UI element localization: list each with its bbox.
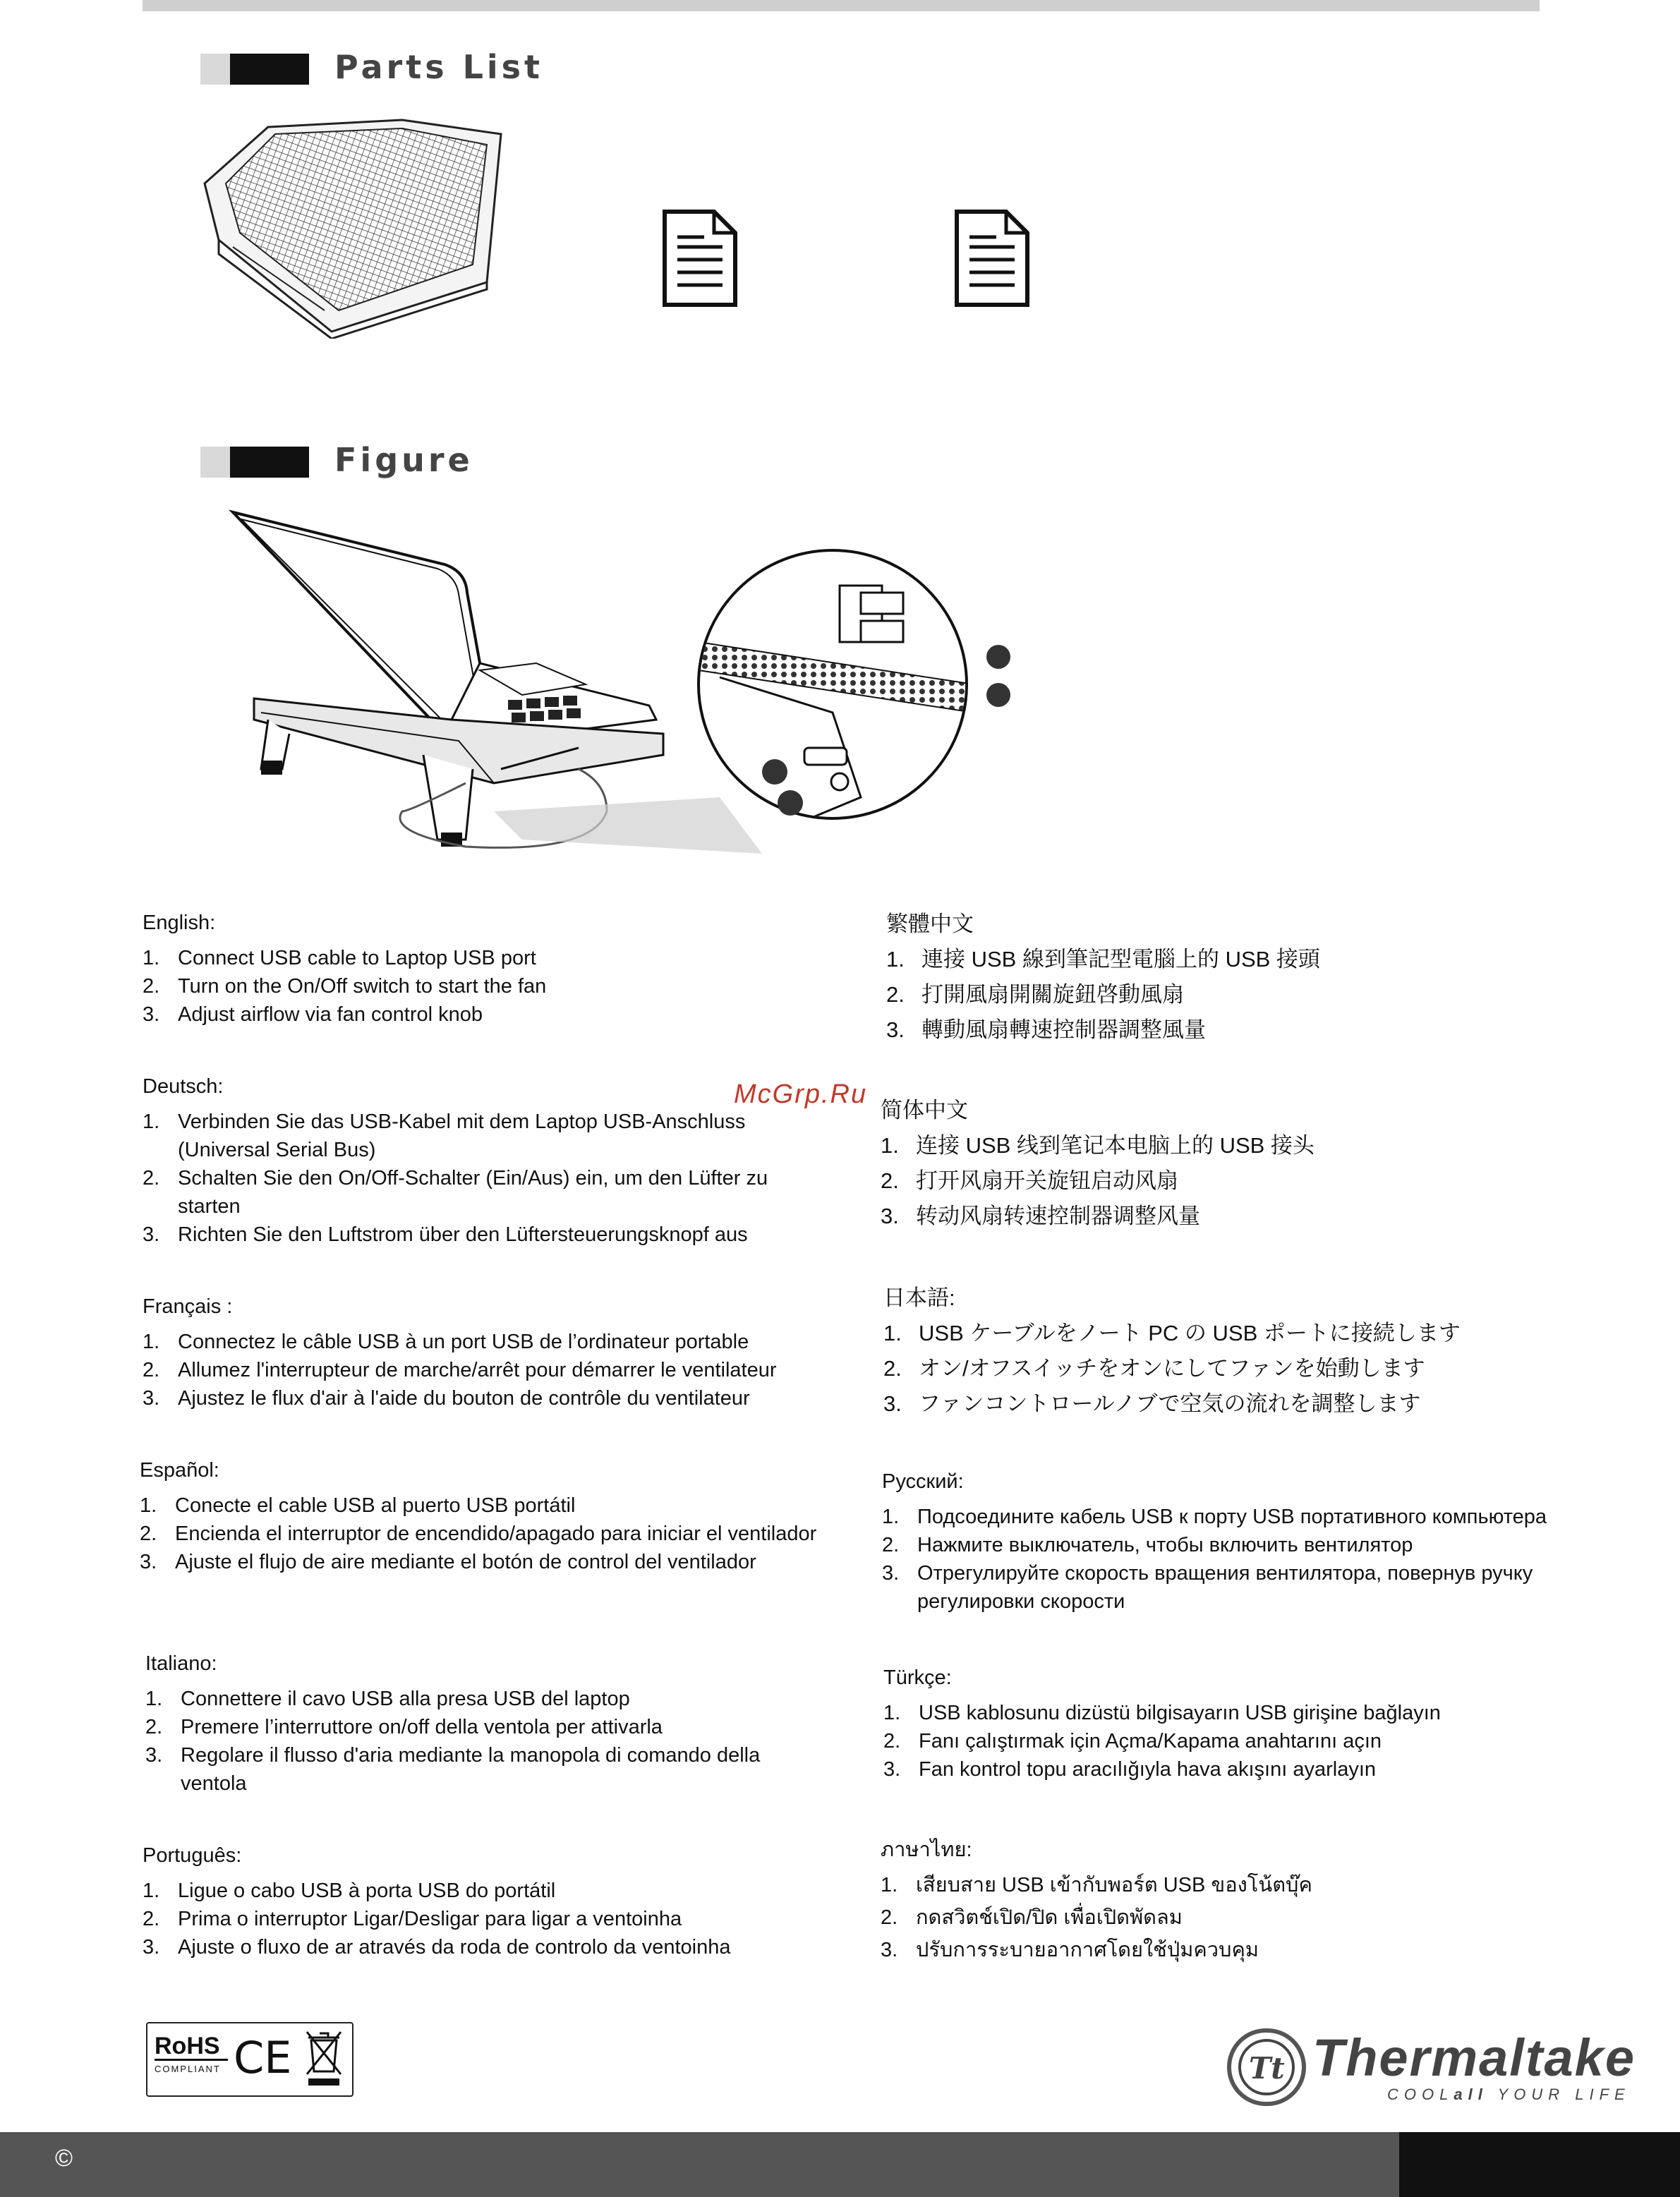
list-item: 1. Connettere il cavo USB alla presa USB del laptop [145,1688,630,1710]
list-item: 2. Schalten Sie den On/Off-Schalter (Ein/Aus) ein, um den Lüfter zu starten [143,1167,768,1218]
list-item: 1. Подсоедините кабель USB к порту USB портативного компьютера [882,1506,1547,1528]
heading-bar-light [200,447,231,478]
instructions-traditional-chinese [886,910,1592,1051]
language-title: Deutsch: [143,1075,224,1098]
language-title: Español: [140,1459,219,1482]
list-item: 3. Ajuste el flujo de aire mediante el botón de control del ventilador [140,1551,756,1573]
instructions-thai [881,1836,1586,1964]
figure-callout-1 [986,645,1010,669]
footer-bar [0,2132,1399,2197]
watermark-text: McGrp.Ru [734,1079,868,1109]
language-title: 日本語: [883,1285,955,1310]
instructions-francais [143,1293,848,1412]
instructions-italiano [145,1650,823,1798]
instructions-simplified-chinese [881,1096,1586,1237]
list-item: 1. 连接 USB 线到笔记本电脑上的 USB 接头 [881,1133,1315,1158]
list-item: 3. Отрегулируйте скорость вращения вентилятора, повернув ручку регулировки скорости [882,1562,1533,1613]
figure-title: Figure [334,441,473,479]
language-title: Français : [143,1295,233,1318]
list-item: 2. Turn on the On/Off switch to start the fan [143,975,547,998]
top-rule [143,0,1540,11]
language-title: Português: [143,1844,242,1867]
list-item: 3. Richten Sie den Luftstrom über den Lüftersteuerungsknopf aus [143,1223,748,1246]
weee-bin-icon [304,2030,344,2088]
instructions-deutsch [143,1072,820,1249]
list-item: 3. Ajustez le flux d'air à l'aide du bouton de contrôle du ventilateur [143,1387,750,1410]
certification-badges [146,2022,353,2097]
list-item: 3. Fan kontrol topu aracılığıyla hava akışını ayarlayın [883,1758,1377,1781]
list-item: 2. 打开风扇开关旋钮启动风扇 [881,1168,1178,1193]
list-item: 1. Conecte el cable USB al puerto USB portátil [140,1494,576,1517]
laptop-figure-illustration [226,501,988,868]
heading-bar-dark [230,447,309,478]
brand-name: Thermaltake [1312,2028,1636,2087]
language-title: Italiano: [145,1652,217,1675]
footer-bar-dark [1399,2132,1680,2197]
list-item: 3. ปรับการระบายอากาศโดยใช้ปุ่มควบคุม [881,1939,1259,1961]
language-title: English: [143,912,216,934]
list-item: 1. เสียบสาย USB เข้ากับพอร์ต USB ของโน้ตบุ๊ค [881,1874,1312,1896]
language-title: ภาษาไทย: [881,1839,972,1861]
tt-swirl-icon [1221,2025,1312,2110]
instructions-japanese [883,1284,1589,1425]
instructions-english [143,909,848,1029]
copyright-symbol: © [55,2145,73,2172]
list-item: 1. USB ケーブルをノート PC の USB ポートに接続します [883,1321,1461,1345]
language-title: 繁體中文 [886,912,974,936]
list-item: 2. Allumez l'interrupteur de marche/arrêt pour démarrer le ventilateur [143,1359,777,1381]
instructions-russian [882,1467,1602,1616]
language-title: Türkçe: [883,1666,952,1689]
svg-text:Tt: Tt [1249,2051,1285,2086]
rohs-mark: RoHS COMPLIANT [155,2033,228,2074]
brand-tagline: COOLall YOUR LIFE [1387,2086,1631,2103]
list-item: 3. Regolare il flusso d'aria mediante la manopola di comando della ventola [145,1744,761,1795]
list-item: 1. Verbinden Sie das USB-Kabel mit dem Laptop USB-Anschluss (Universal Serial Bus) [143,1110,746,1161]
list-item: 3. ファンコントロールノブで空気の流れを調整します [883,1391,1421,1416]
list-item: 3. 转动风扇转速控制器调整风量 [881,1204,1200,1228]
list-item: 1. Connectez le câble USB à un port USB de l’ordinateur portable [143,1331,749,1353]
list-item: 3. Adjust airflow via fan control knob [143,1003,483,1026]
list-item: 2. กดสวิตช์เปิด/ปิด เพื่อเปิดพัดลม [881,1906,1183,1929]
list-item: 2. 打開風扇開關旋鈕啓動風扇 [886,982,1184,1007]
list-item: 1. Ligue o cabo USB à porta USB do portátil [143,1880,556,1902]
list-item: 3. 轉動風扇轉速控制器調整風量 [886,1017,1206,1042]
language-title: 简体中文 [881,1098,968,1122]
list-item: 2. Нажмите выключатель, чтобы включить вентилятор [882,1534,1413,1556]
document-icon [954,209,1030,308]
figure-callout-2 [986,683,1010,707]
thermaltake-logo [1221,2025,1636,2110]
document-icon [662,209,738,308]
list-item: 3. Ajuste o fluxo de ar através da roda de controlo da ventoinha [143,1936,731,1959]
list-item: 2. Premere l’interruttore on/off della ventola per attivarla [145,1716,663,1738]
instructions-portugues [143,1841,848,1961]
ce-mark: CE [234,2032,292,2083]
list-item: 2. Fanı çalıştırmak için Açma/Kapama anahtarını açın [883,1730,1382,1753]
list-item: 2. Prima o interruptor Ligar/Desligar para ligar a ventoinha [143,1908,682,1930]
list-item: 2. オン/オフスイッチをオンにしてファンを始動します [883,1356,1425,1381]
parts-list-title: Parts List [334,48,544,86]
cooling-pad-illustration [191,106,515,339]
heading-bar-dark [230,54,309,85]
heading-bar-light [200,54,231,85]
instructions-turkish [883,1664,1589,1784]
list-item: 2. Encienda el interruptor de encendido/apagado para iniciar el ventilador [140,1523,817,1545]
instructions-espanol [140,1456,817,1576]
list-item: 1. 連接 USB 線到筆記型電腦上的 USB 接頭 [886,947,1320,972]
list-item: 1. Connect USB cable to Laptop USB port [143,947,536,969]
language-title: Русский: [882,1470,964,1493]
list-item: 1. USB kablosunu dizüstü bilgisayarın USB girişine bağlayın [883,1702,1441,1724]
